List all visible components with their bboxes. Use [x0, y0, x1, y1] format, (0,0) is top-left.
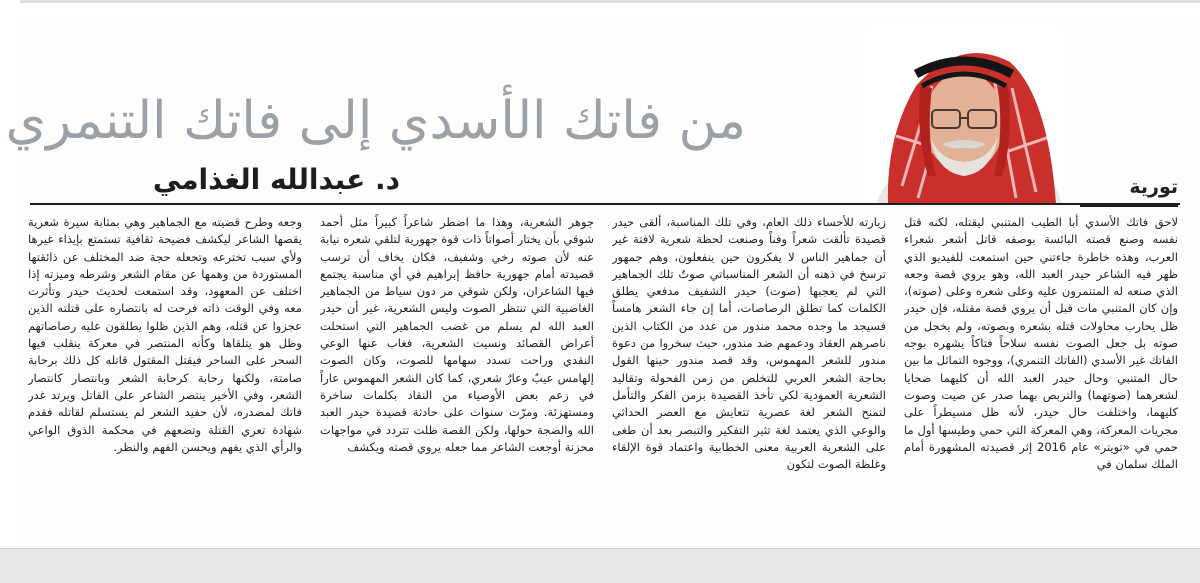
author-name: د. عبدالله الغذامي — [152, 163, 400, 196]
article-body — [28, 214, 1178, 532]
article-paragraph: لاحق فاتك الأسدي أبا الطيب المتنبي ليقتله، لكنه قتل نفسه وصنع قصته البائسة بوصفه قاتل أشعر شعراء العرب، وهذه خاطرة جاءتني حين استمعت للفيديو الذي ظهر فيه الشاعر حيدر العبد الله، وهو يروي قصة وجعه الذي صنعه له المتنمرون عليه وعلى شعره وعلى (صوته)، وإن كان المتنبي مات قبل أن يروي قصة مقتله، فإن حيدر ظل يحارب محاولات قتله بشعره وبصوته، ولم يخجل من صوته بل جعل الصوت نفسه سلاحاً فتاكاً يشهره بوجه الفاتك غير الأسدي (الفاتك التنمري)، ووجوه التماثل ما بين حال المتنبي وحال حيدر العبد الله أن كليهما ضحايا لشعرهما (صوتهما) والتربص بهما صدر عن صيت وصوت كليهما، واختلفت حال حيدر، لأنه ظل مسيطراً على مجريات المعركة، وهي المعركة التي حمي وطيسها أول ما حمي في «تويتر» عام 2016 إثر قصيدته المشهورة أمام الملك سلمان في — [904, 215, 1178, 472]
author-portrait — [866, 26, 1062, 204]
article-paragraph: وجعه وطرح قضيته مع الجماهير وهي بمثابة سيرة شعرية يقصها الشاعر ليكشف فضيحة ثقافية تستمتع بإيذاء غيرها ولأي سبب تخترعه وتجعله حجة ضد المختلف عن ذائقتها المستوردة من وهمها عن مقام الشعر وشرطه وميزته إذا اختلف عن المعهود، وقد استمعت لحديث حيدر وتأثرت معه وفي الوقت ذاته فرحت له بانتصاره على قتلته الذين عجزوا عن قتله، وهم الذين ظلوا يطلقون عليه رصاصاتهم وظل هو يتلقاها وكأنه المنتصر في معركة ينقلب فيها السحر على الساحر فيقتل المقتول قاتله كل ذلك برحابة صامتة، ولكنها رحابة كرحابة الشعر وبانتصار كانتصار الشعر، وفي الأخير ينتصر الشاعر على القاتل ويرتد غدر فاتك لمصدره، لأن حفيد الشعر لم يستسلم لقاتله فقدم شهادة تعري القتلة وتضعهم في محكمة الذوق الواعي والرأي الذي يفهم ويحسن الفهم والنظر. — [28, 215, 302, 454]
article-column-2 — [612, 214, 886, 532]
article-headline: من فاتك الأسدي إلى فاتك التنمري — [5, 91, 746, 151]
article-column-3 — [320, 214, 594, 532]
column-tag: تورية — [1080, 170, 1178, 207]
bottom-band — [0, 548, 1200, 583]
article-paragraph: زيارته للأحساء ذلك العام، وفي تلك المناسبة، ألقى حيدر قصيدة تألقت شعراً وفناً وصنعت لحظة شعرية لافتة غير أن جماهير الناس لا يفكرون حين ينفعلون، وهم جمهور ترسخ في ذهنه أن الشعر المناسباتي صوتٌ تلك الجماهير التي لم يعجبها (صوت) حيدر الشفيف مدفعي يطلق الكلمات كما تطلق الرصاصات، أما إن جاء الشعر هامساً فسيجد ما وجده محمد مندور من عدد من الكتاب الذين ناصرهم العقاد ودعمهم ضد مندور، حيث سخروا من دعوة مندور للشعر المهموس، وقد قصد مندور حينها القول بحاجة الشعر العربي للتخلص من زمن الفحولة وتقاليد الشعرية العمودية لكي تأخذ القصيدة بزمن الفكر والتأمل لتمنح الشعر لغة عصرية تتعايش مع العصر الحداثي والوعي الذي يعتمد لغة تثير التفكير والتبصر بعد أن طغى على الشعرية العربية معنى الخطابية واعتماد قوة الإلقاء وغلظة الصوت لتكون — [612, 215, 886, 472]
top-rule — [20, 0, 1200, 3]
article-column-4 — [28, 214, 302, 532]
article-paragraph: جوهر الشعرية، وهذا ما اضطر شاعراً كبيراً مثل أحمد شوقي بأن يختار أصواتاً ذات قوة جهورية لتلقي شعره نيابة عنه لأن صوته رخي وشفيف، فكان يخاف أن ترسب قصيدته أمام جهورية حافظ إبراهيم في أي مناسبة يجتمع فيها الشاعران، ولكن شوقي مر دون سياط من الجماهير الغاضبية التي تنتظر الصوت وليس الشعرية، غير أن حيدر العبد الله لم يسلم من غضب الجماهير التي استحلت أعراض القصائد ونسيت الشعرية، فغاب عنها الوعي النقدي وراحت تسدد سهامها للصوت، وكان الصوت إلهامس عيبٌ وعارٌ شعري، كما كان الشعر المهموس عاراً في زعم بعض الأوصياء من النقاد بكلمات ساخرة ومستهزئة. ومرّت سنوات على حادثة قصيدة حيدر العبد الله والضجة حولها، ولكن القصة ظلت تتردد في مواجهات محزنة أوجعت الشاعر مما جعله يروي قصته ويكشف — [320, 215, 594, 454]
portrait-photo-icon — [866, 26, 1062, 204]
article-column-1 — [904, 214, 1178, 532]
header-rule — [30, 203, 1180, 205]
